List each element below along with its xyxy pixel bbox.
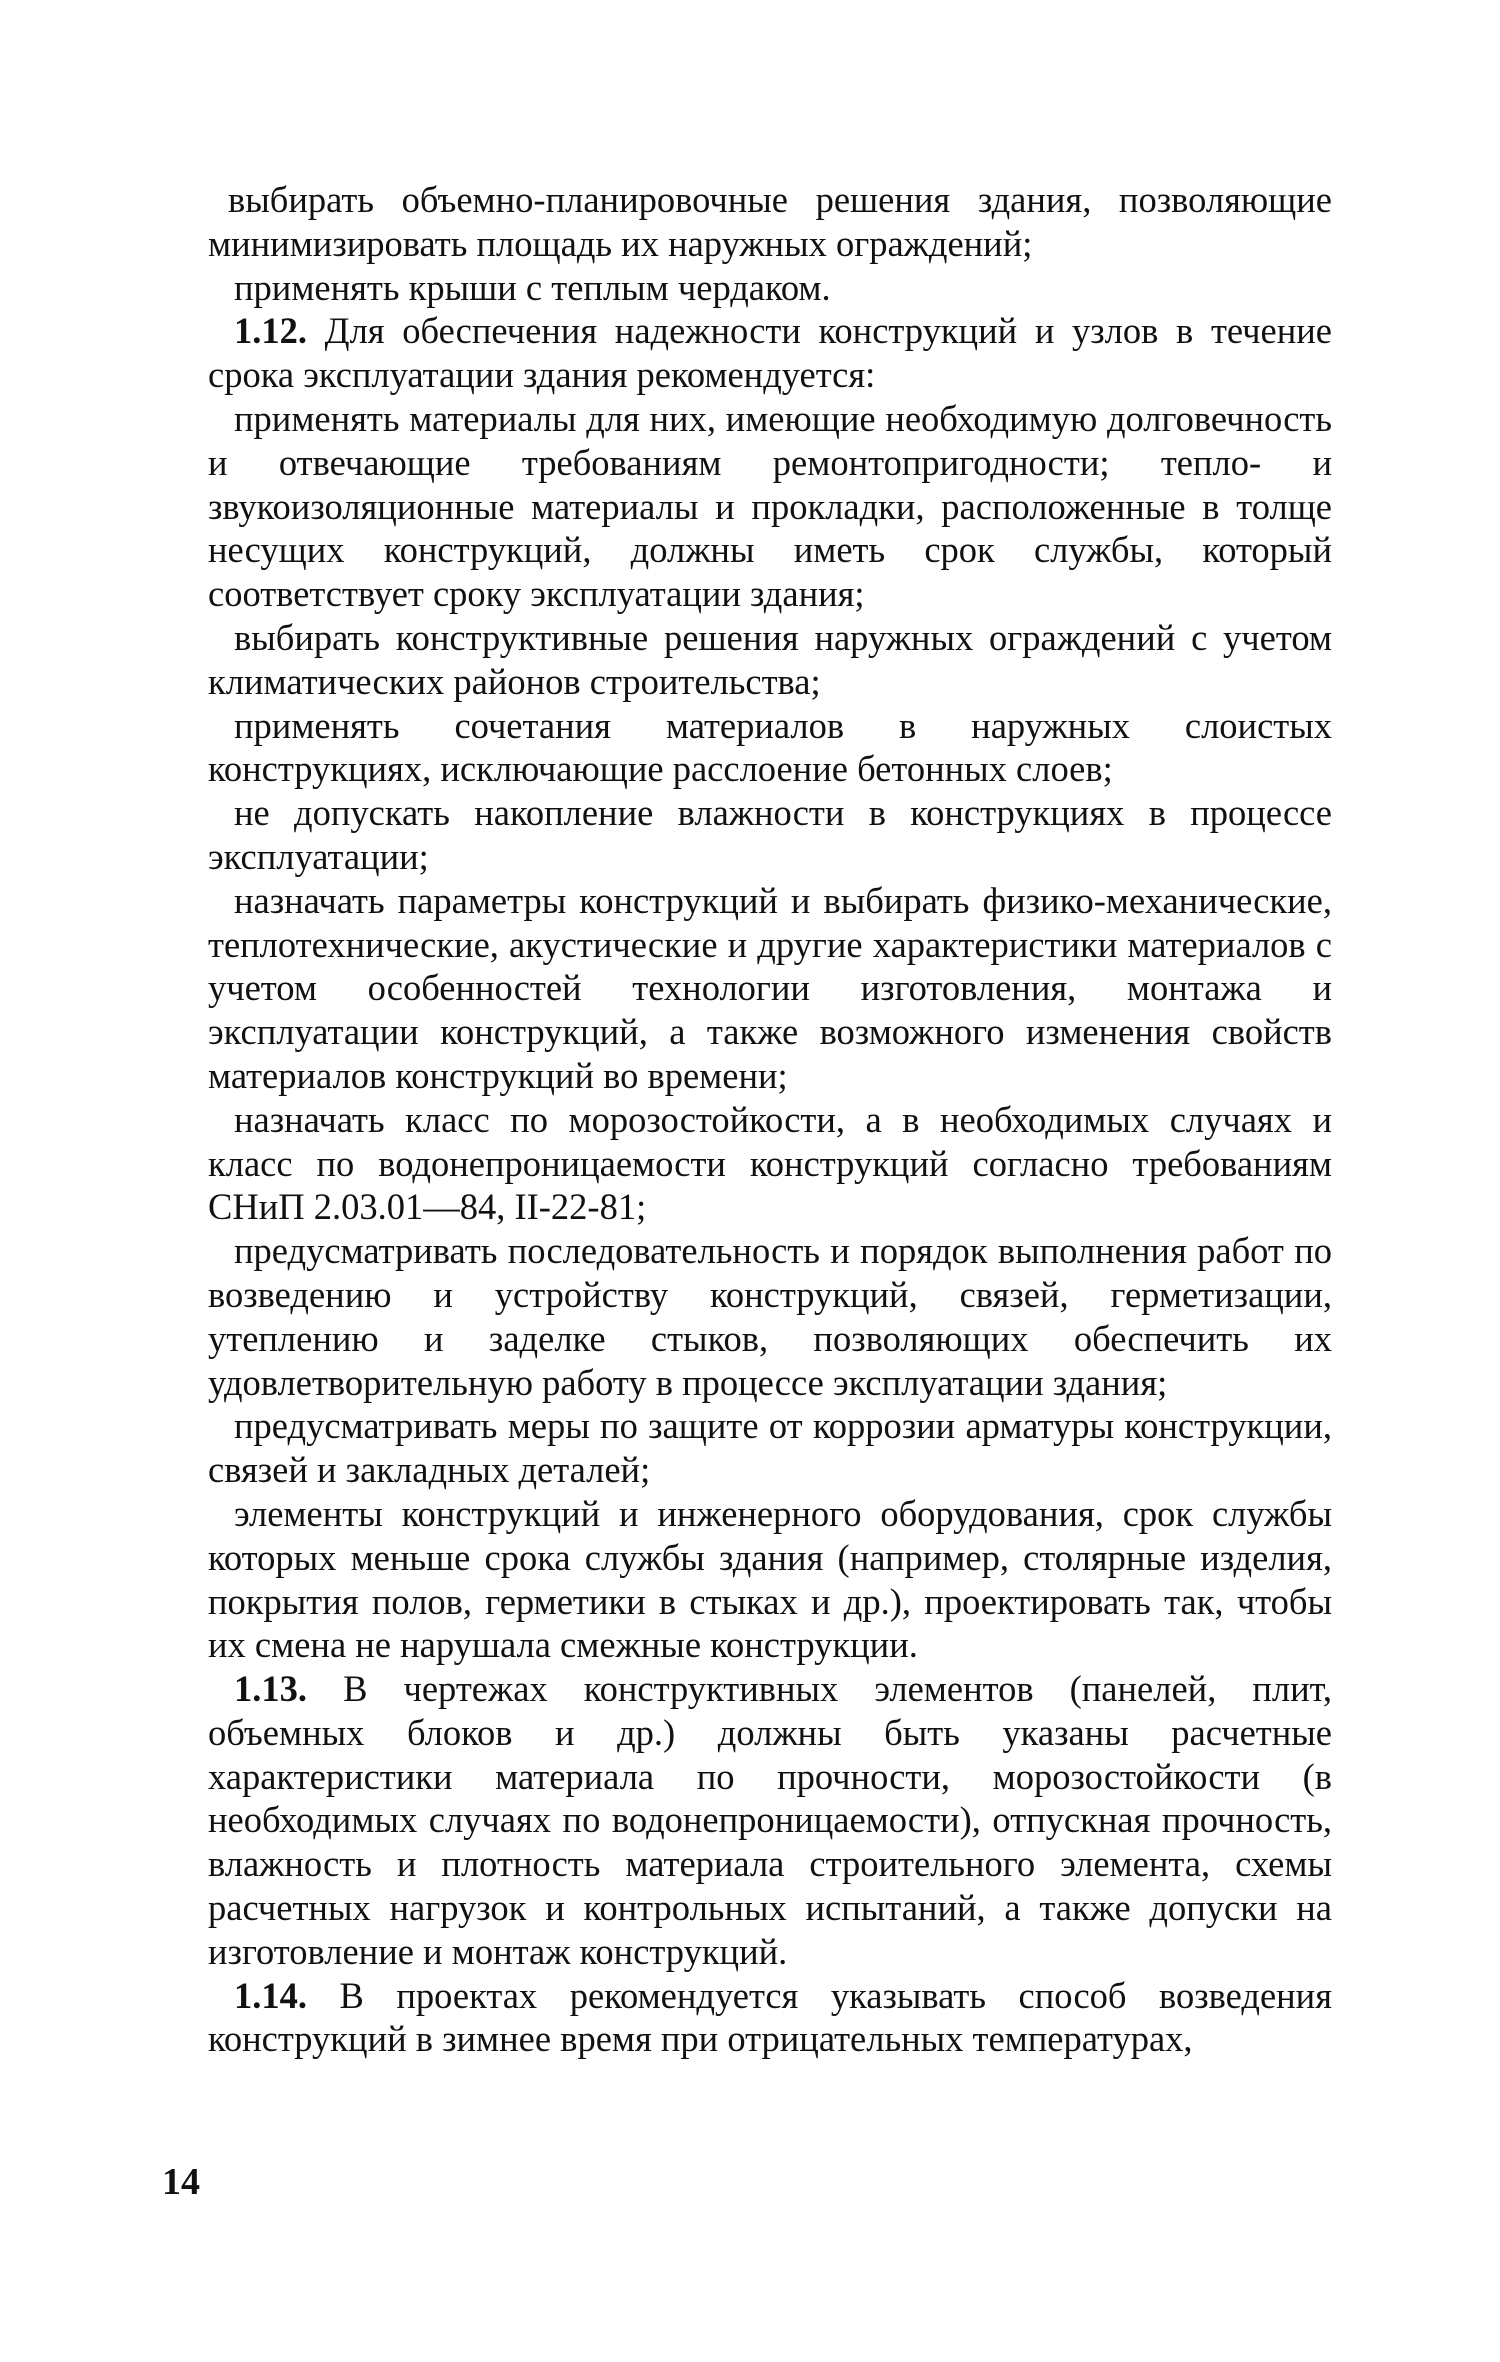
paragraph — [208, 1404, 1332, 1492]
page-number: 14 — [162, 2161, 200, 2203]
paragraph — [208, 616, 1332, 704]
clause-number: 1.13. — [234, 1668, 307, 1710]
paragraph-text: применять крыши с теплым чердаком. — [234, 266, 831, 308]
paragraph — [208, 1492, 1332, 1667]
clause-number: 1.14. — [234, 1974, 307, 2016]
paragraph-text: выбирать объемно-планировочные решения здания, позволяющие минимизировать площадь их наружных ограждений; — [208, 179, 1332, 264]
clause-number: 1.12. — [234, 310, 307, 352]
paragraph-text: предусматривать последовательность и порядок выполнения работ по возведению и устройству конструкций, связей, герметизации, утеплению и заделке стыков, позволяющих обеспечить их удовлетворительную работу в процессе эксплуатации здания; — [208, 1230, 1332, 1403]
paragraph — [208, 1974, 1332, 2062]
paragraph — [208, 704, 1332, 792]
paragraph-text: применять материалы для них, имеющие необходимую долговечность и отвечающие требованиям ремонтопригодности; тепло- и звукоизоляционные материалы и прокладки, расположенные в толще несущих конструкций, должны иметь срок службы, который соответствует сроку эксплуатации здания; — [208, 397, 1332, 615]
paragraph — [208, 266, 1332, 310]
paragraph — [208, 1229, 1332, 1404]
paragraph — [208, 879, 1332, 1098]
paragraph — [208, 397, 1332, 616]
paragraph-text: предусматривать меры по защите от коррозии арматуры конструкции, связей и закладных деталей; — [208, 1405, 1332, 1491]
paragraph — [208, 178, 1332, 266]
paragraph-text: назначать класс по морозостойкости, а в необходимых случаях и класс по водонепроницаемости конструкций согласно требованиям СНиП 2.03.01—84, II-22-81; — [208, 1098, 1332, 1228]
paragraph-text: В проектах рекомендуется указывать способ возведения конструкций в зимнее время при отрицательных температурах, — [208, 1974, 1332, 2060]
page-body — [208, 178, 1332, 2061]
paragraph-text: элементы конструкций и инженерного оборудования, срок службы которых меньше срока службы здания (например, столярные изделия, покрытия полов, герметики в стыках и др.), проектировать так, чтобы их смена не нарушала смежные конструкции. — [208, 1492, 1332, 1666]
paragraph-text: назначать параметры конструкций и выбирать физико-механические, теплотехнические, акустические и другие характеристики материалов с учетом особенностей технологии изготовления, монтажа и эксплуатации конструкций, а также возможного изменения свойств материалов конструкций во времени; — [208, 879, 1332, 1096]
paragraph-text: выбирать конструктивные решения наружных ограждений с учетом климатических районов строительства; — [208, 616, 1332, 702]
paragraph — [208, 1098, 1332, 1229]
paragraph — [208, 1667, 1332, 1974]
paragraph-text: В чертежах конструктивных элементов (панелей, плит, объемных блоков и др.) должны быть указаны расчетные характеристики материала по прочности, морозостойкости (в необходимых случаях по водонепроницаемости), отпускная прочность, влажность и плотность материала строительного элемента, схемы расчетных нагрузок и контрольных испытаний, а также допуски на изготовление и монтаж конструкций. — [208, 1668, 1333, 1972]
paragraph — [208, 309, 1332, 397]
paragraph-text: применять сочетания материалов в наружных слоистых конструкциях, исключающие расслоение бетонных слоев; — [208, 704, 1332, 790]
paragraph-text: не допускать накопление влажности в конструкциях в процессе эксплуатации; — [208, 792, 1332, 877]
paragraph-text: Для обеспечения надежности конструкций и узлов в течение срока эксплуатации здания рекомендуется: — [208, 310, 1333, 396]
paragraph — [208, 791, 1332, 879]
